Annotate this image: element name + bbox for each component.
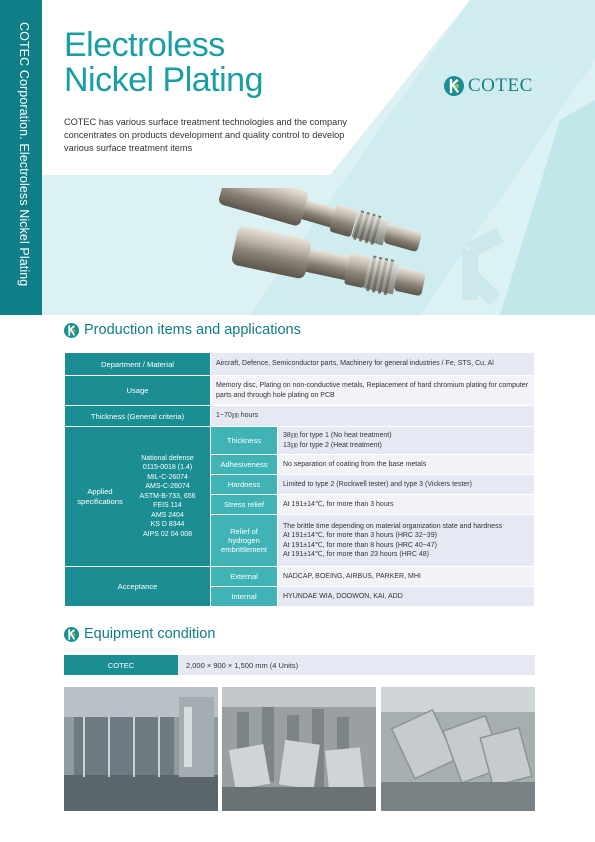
thickness-general-label: Thickness (General criteria) [65,406,211,427]
table-row [65,427,535,455]
equipment-photo-2 [222,687,376,811]
applied-item: AMS-C-26074 [145,483,190,491]
acceptance-value: NADCAP, BOEING, AIRBUS, PARKER, MHI [278,567,535,587]
acceptance-value: HYUNDAE WIA, DOOWON, KAI, ADD [278,587,535,607]
applied-item: 0115-0018 (1.4) [142,464,193,472]
spec-line: At 191±14℃, for more than 23 hours (HRC 48) [283,551,429,558]
brand-logo [444,75,533,97]
spec-value: At 191±14℃, for more than 3 hours [278,495,535,515]
applied-item: MIL-C-26074 [147,473,188,481]
title-line-2: Nickel Plating [64,61,263,99]
acceptance-type: External [211,567,278,587]
spec-value [278,515,535,567]
acceptance-label: Acceptance [65,567,211,607]
spec-line: 13㎛ for type 2 (Heat treatment) [283,441,382,449]
equipment-section-header [64,626,215,642]
equipment-photo-3 [381,687,535,811]
applied-list [130,454,205,540]
spec-line: At 191±14℃, for more than 8 hours (HRC 40~47) [283,541,437,549]
brand-name: COTEC [468,75,533,96]
table-row [65,567,535,587]
spec-line: 38㎛ for type 1 (No heat treatment) [283,432,392,439]
department-label: Department / Material [65,353,211,376]
product-image [205,188,445,318]
equipment-photo-1 [64,687,218,811]
equipment-label: COTEC [64,655,178,675]
spec-value: Limited to type 2 (Rockwell tester) and type 3 (Vickers tester) [278,475,535,495]
production-section-header [64,322,301,338]
table-row [65,376,535,406]
applied-item: AIPS 02 04 008 [142,530,193,538]
applied-item: KS D 8344 [150,521,185,529]
spec-line: At 191±14℃, for more than 3 hours (HRC 32~39) [283,532,437,539]
equipment-row [64,655,535,675]
spec-value [278,427,535,455]
title-line-1: Electroless [64,26,225,64]
usage-label: Usage [65,376,211,406]
applied-item: National defense [141,454,194,462]
table-row [65,406,535,427]
spec-label: Relief of hydrogen embrittlement [211,515,278,567]
cotec-logo-icon [64,323,79,338]
equipment-value: 2,000 × 900 × 1,500 mm (4 Units) [178,655,535,675]
applied-item: ASTM-B-733, 656 [139,492,196,500]
spec-line: The brittle time depending on material organization state and hardness [283,522,503,530]
page-title [64,28,263,98]
spec-value: No separation of coating from the base metals [278,455,535,475]
cotec-logo-icon [444,76,464,96]
department-value: Aircraft, Defence, Semiconductor parts, Machinery for general industries / Fe, STS, Cu, Al [211,353,535,376]
applied-specs-cell [65,427,211,567]
applied-item: AMS 2404 [151,511,184,519]
spec-label: Thickness [211,427,278,455]
equipment-title: Equipment condition [84,626,216,642]
spec-label: Stress relief [211,495,278,515]
table-row [65,353,535,376]
side-label: COTEC Corporation. Electroless Nickel Plating [17,22,31,287]
production-title: Production items and applications [84,322,301,338]
spec-label: Hardness [211,475,278,495]
thickness-general-value: 1~70㎛ hours [211,406,535,427]
spec-label: Adhesiveness [211,455,278,475]
usage-value: Memory disc, Plating on non-conductive metals, Replacement of hard chromium plating for computer parts and through hole plating on PCB [211,376,535,406]
applied-label: Applied specifications [77,486,123,506]
production-table [64,352,535,607]
cotec-logo-icon [64,627,79,642]
acceptance-type: Internal [211,587,278,607]
applied-item: FEIS 114 [153,502,182,510]
intro-text: COTEC has various surface treatment technologies and the company concentrates on products development and quality control to develop various surface treatment items [64,117,347,153]
